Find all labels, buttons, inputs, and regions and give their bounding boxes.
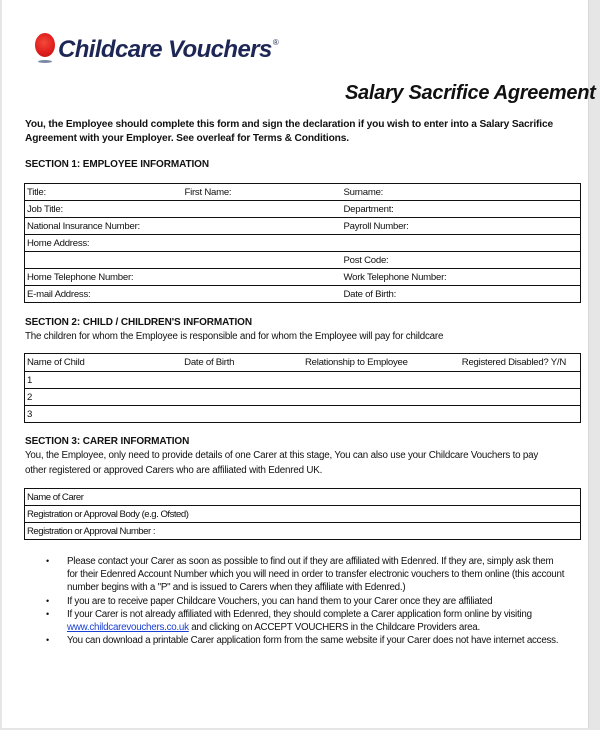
employee-info-row bbox=[25, 286, 581, 303]
bullet-icon: • bbox=[46, 608, 49, 619]
note-text: You can download a printable Carer application form from the same website if your Carer does not have internet access. bbox=[67, 635, 559, 647]
section2-subtitle: The children for whom the Employee is responsible and for whom the Employee will pay for childcare bbox=[25, 331, 444, 342]
carer-field[interactable]: Registration or Approval Body (e.g. Ofsted) bbox=[25, 506, 581, 523]
logo-shadow bbox=[38, 60, 52, 63]
employee-info-row bbox=[25, 218, 581, 235]
employee-field-3[interactable]: Surname: bbox=[341, 184, 581, 201]
child-field[interactable] bbox=[182, 372, 302, 389]
child-field[interactable] bbox=[460, 372, 581, 389]
note-text: and clicking on ACCEPT VOUCHERS in the Childcare Providers area. bbox=[188, 622, 480, 634]
bullet-icon: • bbox=[46, 556, 49, 566]
document-page bbox=[2, 0, 596, 728]
employee-field-2[interactable] bbox=[183, 201, 341, 218]
col-name-of-child: Name of Child bbox=[25, 354, 183, 372]
child-field[interactable] bbox=[302, 406, 460, 423]
section3-heading: SECTION 3: CARER INFORMATION bbox=[25, 436, 190, 447]
child-row bbox=[25, 406, 581, 423]
note-item bbox=[46, 595, 566, 608]
employee-field-3[interactable]: Department: bbox=[341, 201, 581, 218]
employee-field-3[interactable]: Work Telephone Number: bbox=[341, 269, 581, 286]
employee-info-table bbox=[24, 183, 581, 303]
employee-info-row bbox=[25, 252, 581, 269]
employee-field-2[interactable] bbox=[183, 252, 341, 269]
col-relationship: Relationship to Employee bbox=[302, 354, 460, 372]
col-registered-disabled: Registered Disabled? Y/N bbox=[460, 354, 581, 372]
child-field[interactable] bbox=[182, 389, 302, 406]
employee-field-1[interactable] bbox=[25, 252, 183, 269]
employee-field-1[interactable]: Home Telephone Number: bbox=[25, 269, 183, 286]
employee-field-3[interactable]: Post Code: bbox=[341, 252, 581, 269]
employee-info-row bbox=[25, 201, 581, 218]
child-field[interactable] bbox=[182, 406, 302, 423]
employee-field-1[interactable]: E-mail Address: bbox=[25, 286, 183, 303]
employee-field-2[interactable] bbox=[183, 235, 341, 252]
employee-field-3[interactable] bbox=[341, 235, 581, 252]
employee-info-row bbox=[25, 269, 581, 286]
bullet-icon: • bbox=[46, 635, 49, 646]
employee-field-2[interactable] bbox=[183, 286, 341, 303]
child-number[interactable]: 3 bbox=[25, 406, 183, 423]
note-item bbox=[46, 555, 566, 595]
child-row bbox=[25, 389, 581, 406]
note-item bbox=[46, 608, 566, 634]
note-item bbox=[46, 634, 566, 647]
intro-text: You, the Employee should complete this form and sign the declaration if you wish to enter into a Salary Sacrifice Agreement with your Employer. See overleaf for Terms & Conditions. bbox=[25, 119, 554, 144]
notes-list bbox=[46, 555, 566, 647]
employee-field-1[interactable]: Job Title: bbox=[25, 201, 183, 218]
child-field[interactable] bbox=[302, 372, 460, 389]
employee-field-1[interactable]: National Insurance Number: bbox=[25, 218, 183, 235]
child-number[interactable]: 2 bbox=[25, 389, 183, 406]
carer-info-row bbox=[25, 523, 581, 540]
employee-field-2[interactable] bbox=[183, 269, 341, 286]
children-info-table bbox=[24, 353, 581, 423]
employee-field-3[interactable]: Payroll Number: bbox=[341, 218, 581, 235]
carer-info-row bbox=[25, 506, 581, 523]
logo-wordmark: Childcare Vouchers bbox=[58, 36, 272, 63]
registered-mark: ® bbox=[272, 38, 279, 47]
employee-field-1[interactable]: Home Address: bbox=[25, 235, 183, 252]
logo-text bbox=[58, 36, 278, 64]
col-date-of-birth: Date of Birth bbox=[182, 354, 302, 372]
note-text: If your Carer is not already affiliated with Edenred, they should complete a Carer application form online by visiting bbox=[67, 608, 532, 620]
carer-field[interactable]: Registration or Approval Number : bbox=[25, 523, 581, 540]
child-row bbox=[25, 372, 581, 389]
child-field[interactable] bbox=[302, 389, 460, 406]
child-number[interactable]: 1 bbox=[25, 372, 183, 389]
note-text: If you are to receive paper Childcare Vouchers, you can hand them to your Carer once they are affiliated bbox=[67, 595, 493, 607]
employee-info-row bbox=[25, 184, 581, 201]
section2-heading: SECTION 2: CHILD / CHILDREN'S INFORMATION bbox=[25, 317, 252, 328]
children-table-header bbox=[25, 354, 581, 372]
child-field[interactable] bbox=[460, 389, 581, 406]
note-text: Please contact your Carer as soon as possible to find out if they are affiliated with Edenred. If they are, simply ask them for their Edenred Account Number which you will need in order to transfer electronic vouchers to them online (this account number begins with a "P" and is issued to Carers when they affiliate with Edenred.) bbox=[67, 556, 565, 594]
section3-text: You, the Employee, only need to provide details of one Carer at this stage, You can also use your Childcare Vouchers to pay other registered or approved Carers who are affiliated with Edenred UK. bbox=[25, 450, 539, 476]
carer-info-table bbox=[24, 488, 581, 540]
employee-field-1[interactable]: Title: bbox=[25, 184, 183, 201]
carer-info-row bbox=[25, 489, 581, 506]
logo-dot-icon bbox=[35, 33, 55, 57]
employee-field-2[interactable]: First Name: bbox=[183, 184, 341, 201]
child-field[interactable] bbox=[460, 406, 581, 423]
employee-info-row bbox=[25, 235, 581, 252]
document-title: Salary Sacrifice Agreement bbox=[345, 82, 596, 104]
employee-field-2[interactable] bbox=[183, 218, 341, 235]
employee-field-3[interactable]: Date of Birth: bbox=[341, 286, 581, 303]
childcare-vouchers-link[interactable]: www.childcarevouchers.co.uk bbox=[67, 622, 189, 634]
bullet-icon: • bbox=[46, 595, 49, 606]
section1-heading: SECTION 1: EMPLOYEE INFORMATION bbox=[25, 159, 209, 170]
carer-field[interactable]: Name of Carer bbox=[25, 489, 581, 506]
